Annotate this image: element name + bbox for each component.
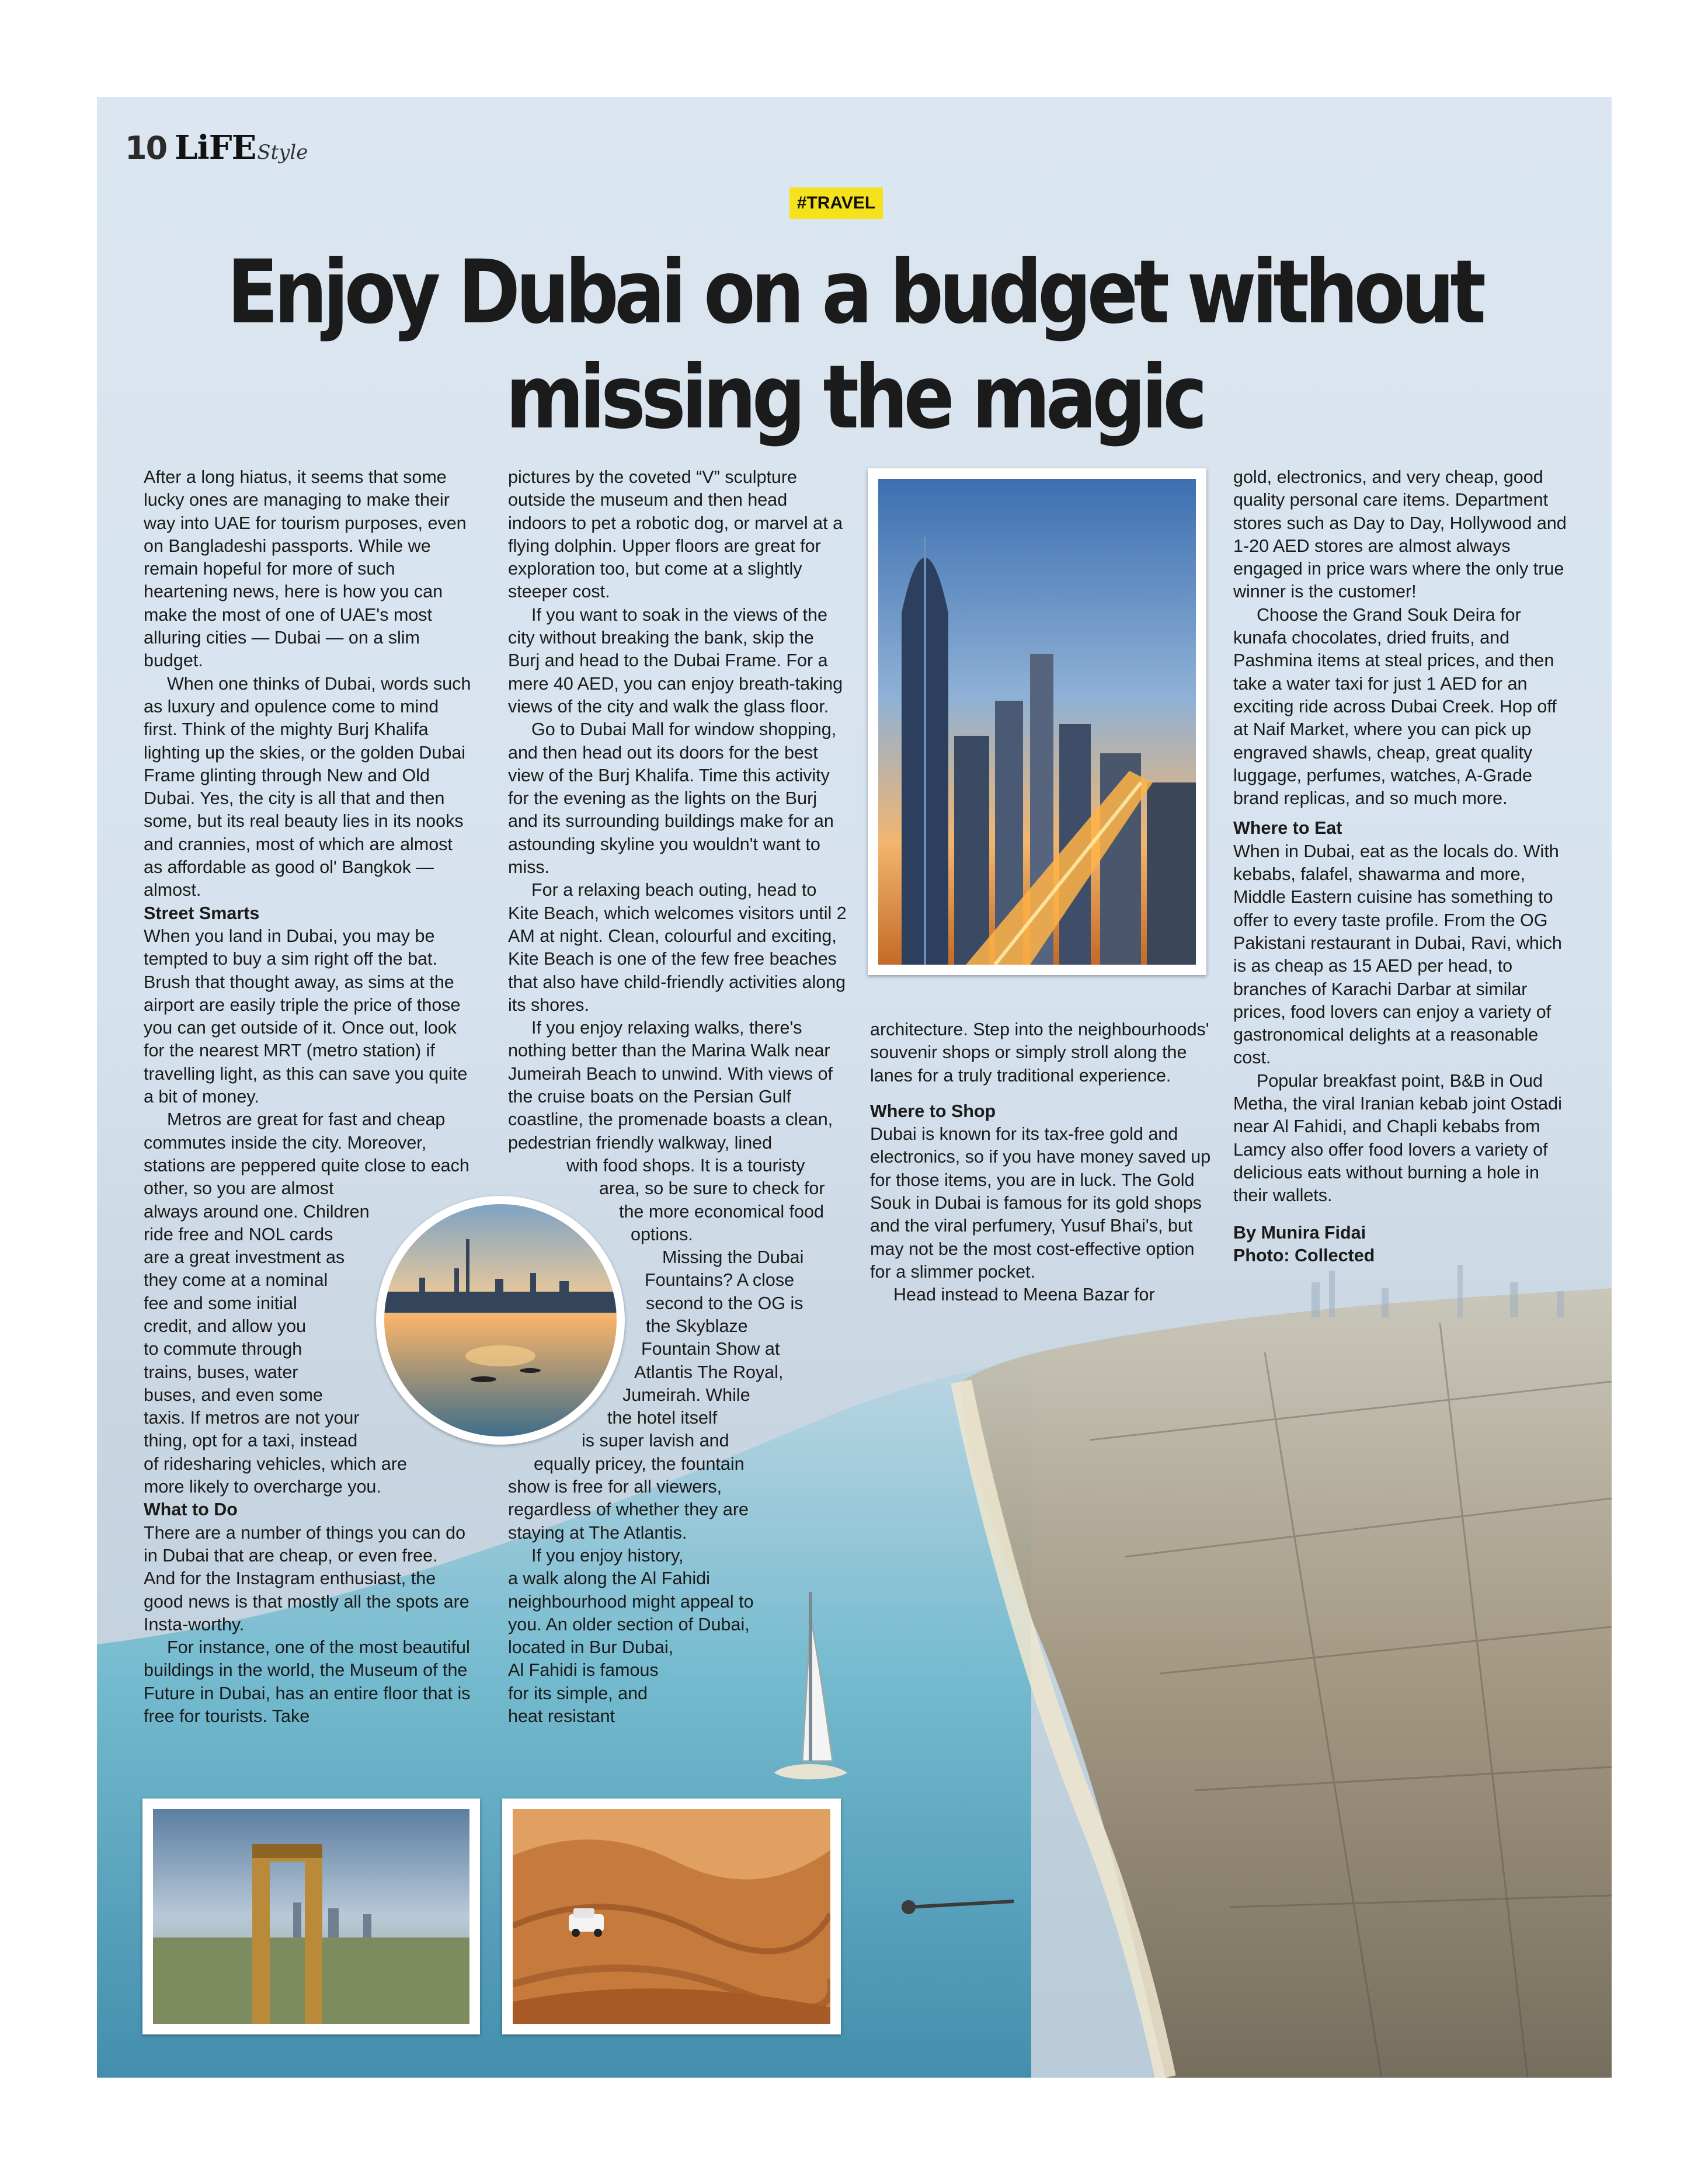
paragraph: architecture. Step into the neighbourhoods' souvenir shops or simply stroll along the lanes for a truly traditional experience. <box>870 1020 1209 1086</box>
lake-circle-photo <box>376 1196 625 1445</box>
paragraph: Choose the Grand Souk Deira for kunafa chocolates, dried fruits, and Pashmina items at steal prices, and then take a water taxi for just 1 AED for an exciting ride across Dubai Creek. Hop off at Naif Market, where you can pick up engraved shawls, cheap, great quality luggage, perfumes, watches, A-Grade brand replicas, and so much more. <box>1233 604 1557 809</box>
wrap-line: Al Fahidi is famous <box>508 1660 659 1681</box>
wrap-line: taxis. If metros are not your <box>144 1408 360 1428</box>
dubai-frame-photo <box>142 1799 480 2034</box>
wrap-line: a walk along the Al Fahidi <box>508 1568 710 1589</box>
wrap-line: neighbourhood might appeal to <box>508 1591 754 1612</box>
paragraph: Metros are great for fast and cheap commutes inside the city. Moreover, stations are peppered quite close to each other, so you are almost <box>144 1109 469 1199</box>
wrap-line: ride free and NOL cards <box>144 1224 333 1244</box>
wrap-line: of ridesharing vehicles, which are <box>144 1453 407 1474</box>
wrap-line: If you enjoy history, <box>531 1545 684 1566</box>
subheading: Street Smarts <box>144 903 260 923</box>
wrap-line: area, so be sure to check for <box>599 1178 825 1199</box>
subheading: Where to Eat <box>1233 818 1342 839</box>
headline-line-2: missing the magic <box>505 347 1203 448</box>
article-column-2 <box>508 466 847 1728</box>
article-column-1 <box>144 466 473 1728</box>
paragraph: There are a number of things you can do in Dubai that are cheap, or even free. And for the Instagram enthusiast, the good news is that mostly all the spots are Insta-worthy. <box>144 1522 469 1634</box>
skyline-photo <box>868 468 1206 975</box>
wrap-line: trains, buses, water <box>144 1362 298 1382</box>
wrap-line: Jumeirah. While <box>622 1385 750 1405</box>
wrap-line: the more economical food <box>619 1201 824 1222</box>
wrap-line: regardless of whether they are <box>508 1500 749 1520</box>
magazine-page <box>97 97 1612 2078</box>
wrap-line: Missing the Dubai <box>662 1247 804 1268</box>
wrap-line: Fountains? A close <box>645 1270 795 1291</box>
paragraph: When in Dubai, eat as the locals do. With kebabs, falafel, shawarma and more, Middle Eastern cuisine has something to offer to every taste profile. From the OG Pakistani restaurant in Dubai, Ravi, which is as cheap as 15 AED per head, to branches of Karachi Darbar at similar prices, food lovers can enjoy a variety of gastronomical delights at a reasonable cost. <box>1233 841 1562 1068</box>
wrap-line: for its simple, and <box>508 1683 648 1703</box>
desert-safari-photo <box>502 1799 841 2034</box>
page-number: 10 <box>125 129 167 166</box>
paragraph: When you land in Dubai, you may be tempted to buy a sim right off the bat. Brush that thought away, as sims at the airport are easily triple the price of those you can get outside of it. Once out, look for the nearest MRT (metro station) if travelling light, as this can save you quite a bit of money. <box>144 926 468 1107</box>
paragraph: When one thinks of Dubai, words such as luxury and opulence come to mind first. Think of the mighty Burj Khalifa lighting up the skies, or the golden Dubai Frame glinting through New and Old Dubai. Yes, the city is all that and then some, but its real beauty lies in its nooks and crannies, most of which are almost as affordable as good ol' Bangkok — almost. <box>144 673 471 900</box>
paragraph: If you enjoy relaxing walks, there's nothing better than the Marina Walk near Jumeirah Beach to unwind. With views of the cruise boats on the Persian Gulf coastline, the promenade boasts a clean, pedestrian friendly walkway, lined <box>508 1018 833 1153</box>
wrap-line: to commute through <box>144 1339 302 1359</box>
wrap-line: you. An older section of Dubai, <box>508 1614 750 1634</box>
paragraph: gold, electronics, and very cheap, good quality personal care items. Department stores such as Day to Day, Hollywood and 1-20 AED stores are almost always engaged in price wars where the only true winner is the customer! <box>1233 467 1567 602</box>
subheading: Where to Shop <box>870 1101 996 1121</box>
wrap-line: show is free for all viewers, <box>508 1477 722 1497</box>
byline-photo-credit: Photo: Collected <box>1233 1245 1375 1265</box>
wrap-line: equally pricey, the fountain <box>534 1453 745 1474</box>
wrap-line: Fountain Show at <box>641 1339 780 1359</box>
wrap-line: second to the OG is <box>646 1293 803 1313</box>
wrap-line: options. <box>631 1224 693 1244</box>
paragraph: Popular breakfast point, B&B in Oud Metha, the viral Iranian kebab joint Ostadi near Al Fahidi, and Chapli kebabs from Lamcy also offer food lovers a variety of delicious eats without burning a hole in their wallets. <box>1233 1070 1562 1206</box>
wrap-line: the Skyblaze <box>646 1316 748 1336</box>
wrap-line: heat resistant <box>508 1706 615 1727</box>
desert-safari-image <box>513 1809 830 2024</box>
wrap-line: more likely to overcharge you. <box>144 1477 381 1497</box>
headline <box>203 240 1506 450</box>
wrap-line: buses, and even some <box>144 1385 323 1405</box>
wrap-line: the hotel itself <box>607 1408 718 1428</box>
paragraph: Go to Dubai Mall for window shopping, and then head out its doors for the best view of the Burj Khalifa. Time this activity for the evening as the lights on the Burj and its surrounding buildings make for an astounding skyline you wouldn't want to miss. <box>508 719 837 878</box>
wrap-line: always around one. Children <box>144 1201 370 1222</box>
paragraph: Head instead to Meena Bazar for <box>893 1285 1155 1305</box>
wrap-line: is super lavish and <box>582 1431 729 1451</box>
paragraph: For instance, one of the most beautiful buildings in the world, the Museum of the Future in Dubai, has an entire floor that is free for tourists. Take <box>144 1637 471 1727</box>
subheading: What to Do <box>144 1500 238 1520</box>
wrap-line: credit, and allow you <box>144 1316 307 1336</box>
wrap-line: staying at The Atlantis. <box>508 1522 687 1543</box>
dubai-frame-image <box>153 1809 469 2024</box>
wrap-line: thing, opt for a taxi, instead <box>144 1431 358 1451</box>
paragraph: For a relaxing beach outing, head to Kite Beach, which welcomes visitors until 2 AM at night. Clean, colourful and exciting, Kite Beach is one of the few free beaches that also have child-friendly activities along its shores. <box>508 880 847 1015</box>
paragraph: After a long hiatus, it seems that some lucky ones are managing to make their way into UAE for tourism purposes, even on Bangladeshi passports. While we remain hopeful for more of such heartening news, here is how you can make the most of one of UAE's most alluring cities — Dubai — on a slim budget. <box>144 467 467 671</box>
wrap-line: they come at a nominal <box>144 1270 328 1291</box>
wrap-line: with food shops. It is a touristy <box>566 1155 805 1175</box>
section-tag: #TRAVEL <box>789 187 883 219</box>
page-header <box>125 127 308 168</box>
paragraph: Dubai is known for its tax-free gold and electronics, so if you have money saved up for those items, you are in luck. The Gold Souk in Dubai is famous for its gold shops and the viral perfumery, Yusuf Bhai's, but may not be the most cost-effective option for a slimmer pocket. <box>870 1124 1211 1282</box>
byline-author: By Munira Fidai <box>1233 1222 1366 1243</box>
wrap-line: located in Bur Dubai, <box>508 1637 674 1658</box>
life-style-logo: LiFE Style <box>175 128 308 167</box>
paragraph: If you want to soak in the views of the city without breaking the bank, skip the Burj and head to the Dubai Frame. For a mere 40 AED, you can enjoy breath-taking views of the city and walk the glass floor. <box>508 604 843 716</box>
headline-line-1: Enjoy Dubai on a budget without <box>227 242 1482 343</box>
article-column-3 <box>870 1018 1215 1307</box>
wrap-line: are a great investment as <box>144 1247 345 1268</box>
paragraph: pictures by the coveted “V” sculpture outside the museum and then head indoors to pet a robotic dog, or marvel at a flying dolphin. Upper floors are great for exploration too, but come at a slightly steeper cost. <box>508 467 843 602</box>
article-column-4 <box>1233 466 1567 1267</box>
skyline-photo-image <box>878 479 1196 965</box>
lake-photo-image <box>384 1204 617 1436</box>
wrap-line: fee and some initial <box>144 1293 297 1313</box>
wrap-line: Atlantis The Royal, <box>634 1362 784 1382</box>
